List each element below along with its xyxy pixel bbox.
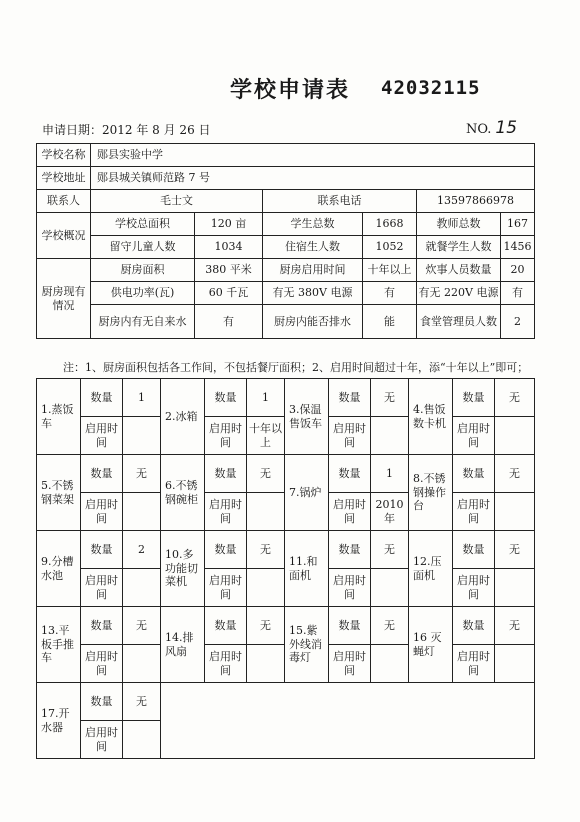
- start-time-value: [371, 569, 409, 607]
- quantity-value: 无: [371, 531, 409, 569]
- equipment-row: [37, 531, 535, 569]
- start-time-label: 启用时间: [81, 721, 123, 759]
- start-time-value: [123, 569, 161, 607]
- equipment-name: 3.保温售饭车: [285, 379, 329, 455]
- equipment-name: 9.分槽水池: [37, 531, 81, 607]
- quantity-label: 数量: [453, 607, 495, 645]
- quantity-label: 数量: [205, 531, 247, 569]
- teachers-value: 167: [501, 213, 535, 236]
- equipment-name: 4.售饭数卡机: [409, 379, 453, 455]
- quantity-value: 1: [371, 455, 409, 493]
- power-value: 60 千瓦: [195, 282, 263, 305]
- cooks-value: 20: [501, 259, 535, 282]
- form-number: [466, 118, 517, 138]
- quantity-label: 数量: [81, 455, 123, 493]
- start-time-label: 启用时间: [453, 645, 495, 683]
- quantity-label: 数量: [329, 379, 371, 417]
- start-time-value: [247, 569, 285, 607]
- start-time-value: [495, 417, 535, 455]
- equipment-row: [37, 607, 535, 645]
- left-behind-value: 1034: [195, 236, 263, 259]
- p220-value: 有: [501, 282, 535, 305]
- p220-label: 有无 220V 电源: [417, 282, 501, 305]
- equipment-name: 7.锅炉: [285, 455, 329, 531]
- kitchen-area-label: 厨房面积: [91, 259, 195, 282]
- quantity-label: 数量: [453, 455, 495, 493]
- quantity-value: 无: [123, 683, 161, 721]
- form-title: 学校申请表: [230, 78, 351, 103]
- quantity-label: 数量: [329, 531, 371, 569]
- start-time-label: 启用时间: [329, 645, 371, 683]
- start-time-label: 启用时间: [205, 493, 247, 531]
- start-time-value: [495, 569, 535, 607]
- diners-value: 1456: [501, 236, 535, 259]
- equipment-name: 13.平板手推车: [37, 607, 81, 683]
- quantity-label: 数量: [453, 379, 495, 417]
- quantity-value: 无: [495, 607, 535, 645]
- equipment-name: 8.不锈钢操作台: [409, 455, 453, 531]
- quantity-value: 无: [247, 455, 285, 493]
- quantity-label: 数量: [205, 455, 247, 493]
- start-time-value: [123, 721, 161, 759]
- equipment-name: 2.冰箱: [161, 379, 205, 455]
- equipment-row: [37, 455, 535, 493]
- drain-label: 厨房内能否排水: [263, 305, 363, 339]
- start-time-value: [495, 645, 535, 683]
- quantity-label: 数量: [329, 455, 371, 493]
- area-value: 120 亩: [195, 213, 263, 236]
- quantity-label: 数量: [329, 607, 371, 645]
- water-value: 有: [195, 305, 263, 339]
- overview-label: 学校概况: [37, 213, 91, 259]
- boarders-label: 住宿生人数: [263, 236, 363, 259]
- kitchen-area-value: 380 平米: [195, 259, 263, 282]
- quantity-value: 无: [247, 607, 285, 645]
- form-code: 42032115: [381, 77, 481, 99]
- start-time-value: [123, 493, 161, 531]
- start-time-value: [371, 645, 409, 683]
- quantity-label: 数量: [81, 607, 123, 645]
- quantity-value: 无: [123, 607, 161, 645]
- quantity-label: 数量: [205, 607, 247, 645]
- boarders-value: 1052: [363, 236, 417, 259]
- equipment-row: [37, 683, 535, 721]
- cooks-label: 炊事人员数量: [417, 259, 501, 282]
- start-time-label: 启用时间: [453, 569, 495, 607]
- kitchen-start-label: 厨房启用时间: [263, 259, 363, 282]
- equipment-name: 14.排风扇: [161, 607, 205, 683]
- equipment-table: [36, 378, 535, 759]
- start-time-label: 启用时间: [81, 493, 123, 531]
- start-time-label: 启用时间: [205, 417, 247, 455]
- water-label: 厨房内有无自来水: [91, 305, 195, 339]
- quantity-value: 1: [247, 379, 285, 417]
- equipment-name: 15.紫外线消毒灯: [285, 607, 329, 683]
- start-time-label: 启用时间: [329, 417, 371, 455]
- equipment-name: 16 灭蝇灯: [409, 607, 453, 683]
- drain-value: 能: [363, 305, 417, 339]
- start-time-value: 2010 年: [371, 493, 409, 531]
- managers-label: 食堂管理员人数: [417, 305, 501, 339]
- start-time-value: [123, 417, 161, 455]
- kitchen-label: 厨房现有情况: [37, 259, 91, 339]
- equipment-row: [37, 379, 535, 417]
- area-label: 学校总面积: [91, 213, 195, 236]
- school-name-label: 学校名称: [37, 144, 91, 167]
- equipment-name: 1.蒸饭车: [37, 379, 81, 455]
- phone-number: 13597866978: [417, 190, 535, 213]
- quantity-value: 无: [247, 531, 285, 569]
- form-note: 注：1、厨房面积包括各工作间，不包括餐厅面积；2、启用时间超过十年，添“十年以上”即可；: [63, 361, 529, 374]
- start-time-value: [123, 645, 161, 683]
- quantity-value: 无: [495, 379, 535, 417]
- quantity-value: 无: [371, 607, 409, 645]
- students-label: 学生总数: [263, 213, 363, 236]
- quantity-value: 无: [495, 531, 535, 569]
- quantity-value: 1: [123, 379, 161, 417]
- start-time-label: 启用时间: [453, 493, 495, 531]
- p380-label: 有无 380V 电源: [263, 282, 363, 305]
- contact-label: 联系人: [37, 190, 91, 213]
- start-time-label: 启用时间: [329, 569, 371, 607]
- start-time-value: [247, 493, 285, 531]
- equipment-name: 17.开水器: [37, 683, 81, 759]
- equipment-name: 12.压面机: [409, 531, 453, 607]
- quantity-value: 无: [495, 455, 535, 493]
- start-time-label: 启用时间: [329, 493, 371, 531]
- equipment-name: 5.不锈钢菜架: [37, 455, 81, 531]
- equipment-name: 11.和面机: [285, 531, 329, 607]
- kitchen-start-value: 十年以上: [363, 259, 417, 282]
- equipment-name: 6.不锈钢碗柜: [161, 455, 205, 531]
- left-behind-label: 留守儿童人数: [91, 236, 195, 259]
- quantity-label: 数量: [453, 531, 495, 569]
- quantity-value: 无: [123, 455, 161, 493]
- quantity-label: 数量: [81, 379, 123, 417]
- start-time-value: [247, 645, 285, 683]
- start-time-label: 启用时间: [205, 645, 247, 683]
- empty-cell: [161, 683, 535, 759]
- managers-value: 2: [501, 305, 535, 339]
- contact-person: 毛士文: [91, 190, 263, 213]
- power-label: 供电功率(瓦): [91, 282, 195, 305]
- phone-label: 联系电话: [263, 190, 417, 213]
- start-time-value: 十年以上: [247, 417, 285, 455]
- diners-label: 就餐学生人数: [417, 236, 501, 259]
- start-time-value: [371, 417, 409, 455]
- form-number-value: 15: [495, 118, 518, 138]
- teachers-label: 教师总数: [417, 213, 501, 236]
- school-name: 郧县实验中学: [91, 144, 535, 167]
- start-time-label: 启用时间: [205, 569, 247, 607]
- start-time-label: 启用时间: [81, 569, 123, 607]
- start-time-label: 启用时间: [453, 417, 495, 455]
- p380-value: 有: [363, 282, 417, 305]
- quantity-value: 无: [371, 379, 409, 417]
- start-time-label: 启用时间: [81, 645, 123, 683]
- address-label: 学校地址: [37, 167, 91, 190]
- quantity-value: 2: [123, 531, 161, 569]
- form-number-label: NO.: [466, 122, 492, 137]
- school-address: 郧县城关镇师范路 7 号: [91, 167, 535, 190]
- quantity-label: 数量: [205, 379, 247, 417]
- quantity-label: 数量: [81, 531, 123, 569]
- start-time-value: [495, 493, 535, 531]
- application-date: 申请日期：2012 年 8 月 26 日: [42, 123, 211, 137]
- start-time-label: 启用时间: [81, 417, 123, 455]
- quantity-label: 数量: [81, 683, 123, 721]
- equipment-name: 10.多功能切菜机: [161, 531, 205, 607]
- students-value: 1668: [363, 213, 417, 236]
- school-info-table: [36, 143, 535, 339]
